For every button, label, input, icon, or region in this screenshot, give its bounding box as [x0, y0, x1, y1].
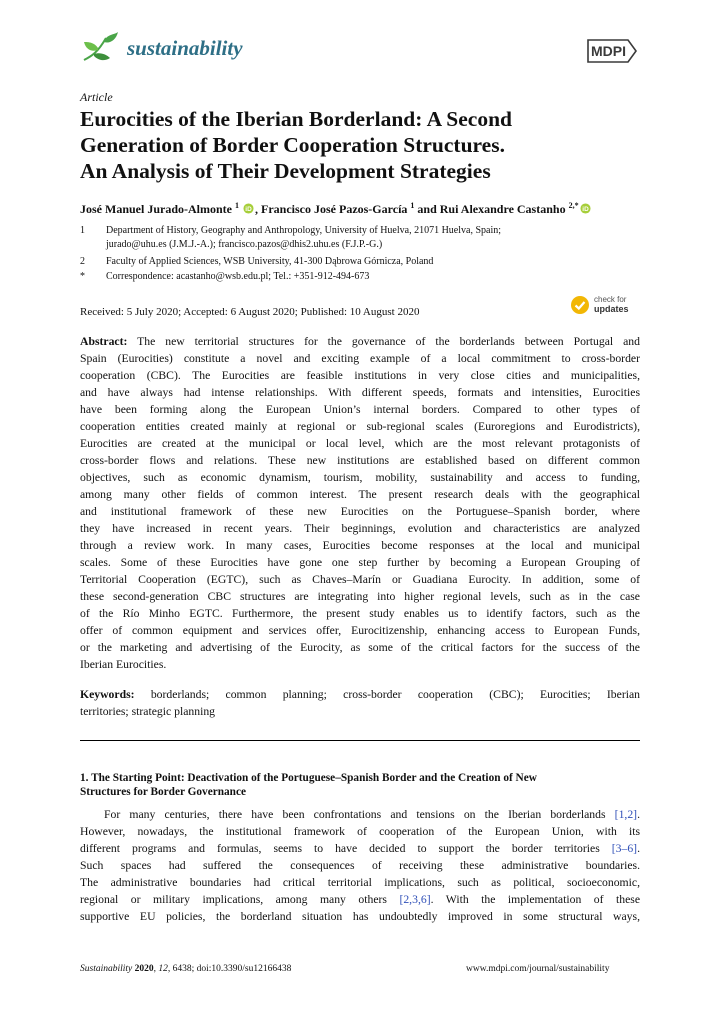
body-line: However, nowadays, the institutional framework of cooperation of the European Union, with its	[80, 825, 640, 838]
orcid-icon[interactable]	[580, 203, 591, 214]
body-line: supportive EU policies, the borderland situation has undoubtedly improved in some structural ways,	[80, 910, 640, 923]
abstract-line: these second-generation CBC structures are integrating into higher regional levels, such as in the case	[80, 590, 640, 603]
svg-text:iD: iD	[581, 205, 589, 213]
abstract-line: or the marketing and advertising of the Eurocity, as some of the critical factors for the success of the	[80, 641, 640, 654]
citation-link[interactable]: [3–6]	[611, 842, 638, 855]
paper-title	[80, 106, 640, 184]
sustainability-logo-icon	[80, 30, 120, 66]
correspondence-text: Correspondence: acastanho@wsb.edu.pl; Tel.: +351-912-494-673	[106, 271, 370, 282]
footer-citation: Sustainability 2020, 12, 6438; doi:10.3390/su12166438	[80, 964, 292, 974]
body-line: The administrative boundaries had critical territorial implications, such as political, socioeconomic,	[80, 876, 640, 889]
updates-label: updates	[594, 304, 629, 314]
section-divider	[80, 740, 640, 741]
body-text: different programs and formulas, seems to have decided to support the border territories	[80, 842, 612, 855]
title-line: Generation of Border Cooperation Structures.	[80, 133, 505, 157]
publication-history: Received: 5 July 2020; Accepted: 6 August 2020; Published: 10 August 2020	[80, 306, 420, 318]
keywords-line: territories; strategic planning	[80, 705, 216, 718]
body-text: . With the implementation of these	[430, 893, 640, 906]
section-heading	[80, 771, 640, 799]
abstract-line: and institutional framework of these new Eurocities on the Portuguese–Spanish border, where	[80, 505, 640, 518]
footer-journal: Sustainability	[80, 964, 133, 974]
svg-text:iD: iD	[245, 205, 252, 213]
mdpi-text: MDPI	[591, 43, 626, 59]
body-line	[80, 806, 640, 823]
abstract-line: of the Río Minho EGTC. Furthermore, the present study enables us to identify factors, such as the	[80, 607, 640, 620]
abstract-line	[80, 333, 640, 350]
section-heading-line: 1. The Starting Point: Deactivation of the Portuguese–Spanish Border and the Creation of New	[80, 772, 537, 784]
citation-link[interactable]: [1,2]	[614, 808, 638, 821]
section-heading-line: Structures for Border Governance	[80, 786, 246, 798]
affiliation-text: Faculty of Applied Sciences, WSB University, 41-300 Dąbrowa Górnicza, Poland	[106, 256, 434, 267]
keywords-label: Keywords:	[80, 688, 135, 701]
body-line: Such spaces had suffered the consequences of receiving these administrative boundaries.	[80, 859, 640, 872]
abstract-line: scales. Some of these Eurocities have gone one step further by becoming a European Grouping of	[80, 556, 640, 569]
footer-volume: 12	[158, 964, 168, 974]
body-text: regional or military implications, among many others	[80, 893, 400, 906]
abstract-line: cooperation (CBC). The Eurocities are feasible institutions in very close cities and municipalities,	[80, 369, 640, 382]
footer-year: 2020	[134, 964, 154, 974]
affiliation-marker: 2	[80, 256, 85, 267]
abstract-text: The new territorial structures for the governance of the borderlands between Portugal and	[137, 335, 640, 348]
citation-link[interactable]: [2,3,6]	[399, 893, 431, 906]
body-paragraph	[80, 806, 640, 925]
keywords	[80, 686, 640, 720]
abstract	[80, 333, 640, 673]
affiliation-ref: 1	[410, 201, 415, 210]
abstract-line: Iberian Eurocities.	[80, 658, 167, 671]
abstract-line: they have increased in recent years. Their beginnings, evolution and characteristics are analyzed	[80, 522, 640, 535]
title-line: An Analysis of Their Development Strategies	[80, 159, 491, 183]
keywords-line	[80, 686, 640, 703]
affiliation-marker: 1	[80, 225, 85, 236]
author-name: and Rui Alexandre Castanho	[417, 202, 566, 216]
author-name: José Manuel Jurado-Almonte	[80, 202, 232, 216]
abstract-line: offer of common equipment and services offer, Eurocitizenship, enhancing access to European Funds,	[80, 624, 640, 637]
check-label: check for	[594, 295, 627, 304]
abstract-line: through a review work. In many cases, Eurocities become responses at the local and municipal	[80, 539, 640, 552]
check-updates-icon	[570, 295, 590, 315]
mdpi-logo	[584, 38, 638, 64]
orcid-icon[interactable]	[243, 203, 254, 214]
title-line: Eurocities of the Iberian Borderland: A Second	[80, 107, 513, 131]
affiliation-marker: *	[80, 271, 85, 282]
body-text: For many centuries, there have been confrontations and tensions on the Iberian borderlands	[104, 808, 615, 821]
affiliation-emails: jurado@uhu.es (J.M.J.-A.); francisco.pazos@dhis2.uhu.es (F.J.P.-G.)	[106, 239, 383, 250]
journal-name: sustainability	[127, 36, 243, 60]
abstract-line: cooperation entities created mainly at regional or sub-regional scales (Euroregions and Eurodistricts),	[80, 420, 640, 433]
author-separator: ,	[255, 202, 258, 216]
affiliation-ref: 2,*	[568, 201, 579, 210]
abstract-line: Territorial Cooperation (EGTC), such as Chaves–Marín or Guadiana Eurocity. In addition, some of	[80, 573, 640, 586]
abstract-line: among many other fields of common interest. The present research deals with the geographical	[80, 488, 640, 501]
footer-url[interactable]: www.mdpi.com/journal/sustainability	[466, 964, 610, 974]
keywords-text: borderlands; common planning; cross-border cooperation (CBC); Eurocities; Iberian	[150, 688, 640, 701]
abstract-line: cross-border flows and relations. These new institutions are established based on different common	[80, 454, 640, 467]
author-list	[80, 201, 660, 217]
affiliation-text: Department of History, Geography and Anthropology, University of Huelva, 21071 Huelva, Spain;	[106, 225, 502, 236]
body-text: .	[637, 842, 640, 855]
check-for-updates-badge[interactable]	[570, 294, 638, 316]
body-line	[80, 840, 640, 857]
abstract-line: Spain (Eurocities) constitute a novel and exciting example of a local commitment to cross-border	[80, 352, 640, 365]
body-text: .	[637, 808, 640, 821]
abstract-line: objectives, such as economic dynamism, tourism, mobility, sustainability and access to funding,	[80, 471, 640, 484]
abstract-line: Eurocities are created at the municipal or local level, which are the most relevant protagonists of	[80, 437, 640, 450]
abstract-label: Abstract:	[80, 335, 128, 348]
body-line	[80, 891, 640, 908]
author-name: Francisco José Pazos-García	[261, 202, 408, 216]
footer-doi: , 6438; doi:10.3390/su12166438	[167, 964, 292, 974]
affiliation-ref: 1	[235, 201, 239, 210]
abstract-line: have been forming along the European Union’s internal borders. Compared to other types of	[80, 403, 640, 416]
abstract-line: and have always had intense relationships. With different speeds, formats and intensities, Eurocities	[80, 386, 640, 399]
article-type: Article	[80, 90, 113, 104]
